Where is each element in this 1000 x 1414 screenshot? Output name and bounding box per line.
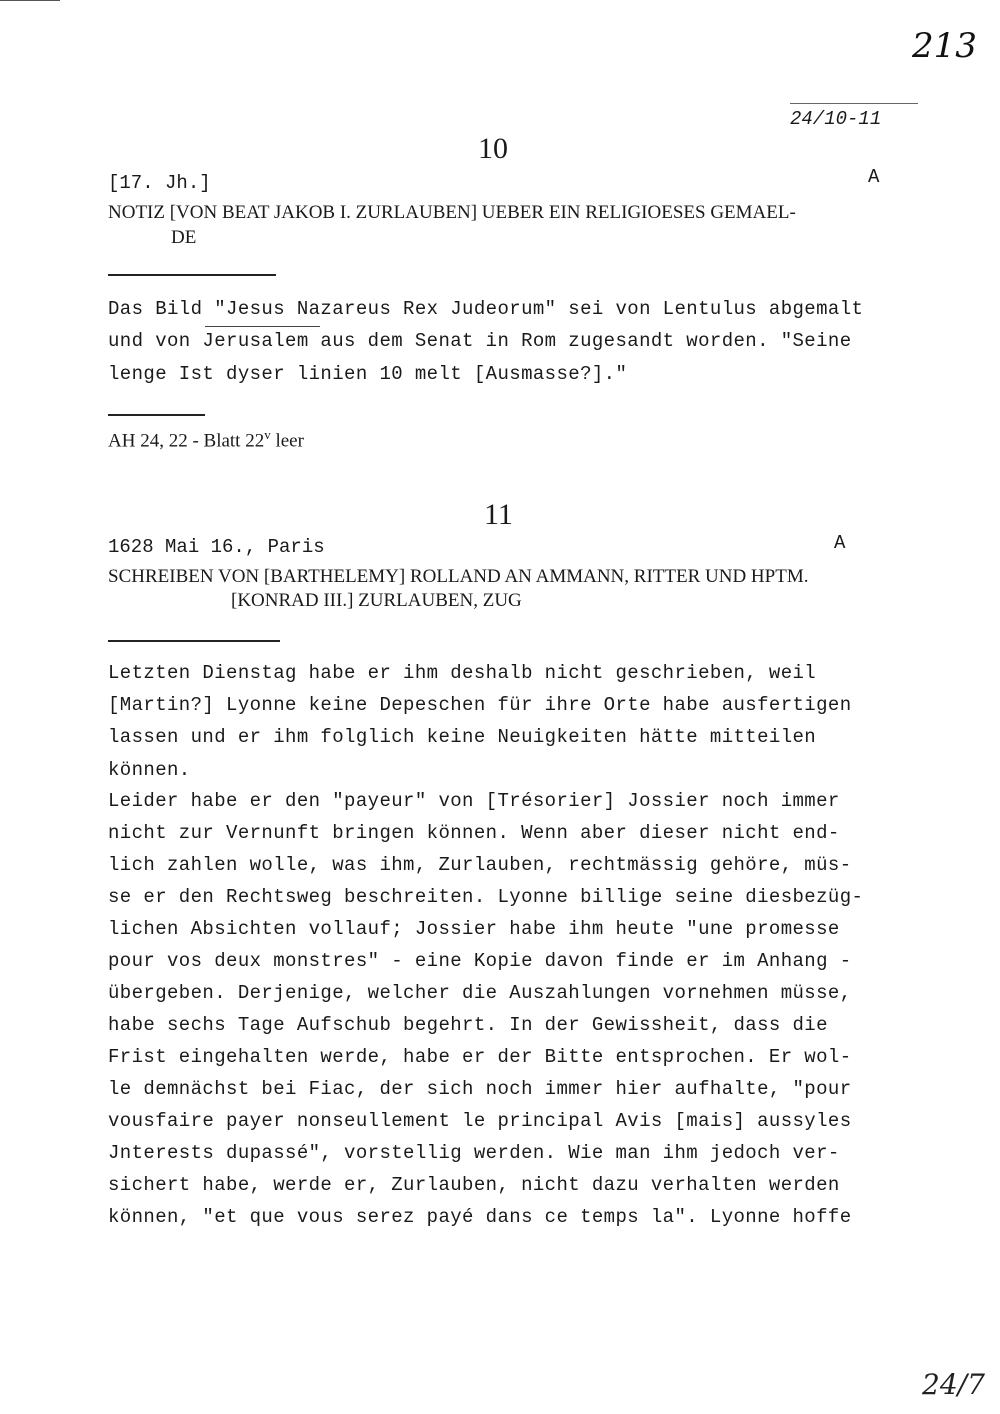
scan-edge-mark (0, 0, 60, 5)
body-line: Jnterests dupassé", vorstellig werden. Wie man ihm jedoch ver- (108, 1142, 840, 1164)
body-line: pour vos deux monstres" - eine Kopie davon finde er im Anhang - (108, 950, 852, 972)
body-line: sichert habe, werde er, Zurlauben, nicht dazu verhalten werden (108, 1174, 840, 1196)
entry-title-line: DE (171, 227, 197, 248)
body-line: se er den Rechtsweg beschreiten. Lyonne billige seine diesbezüg- (108, 886, 864, 908)
body-line: le demnächst bei Fiac, der sich noch immer hier aufhalte, "pour (108, 1078, 852, 1100)
entry-title-line: [KONRAD III.] ZURLAUBEN, ZUG (231, 590, 522, 611)
reference-code: 24/10-11 (790, 108, 882, 130)
entry-type: A (868, 166, 880, 188)
entry-title-line: NOTIZ [VON BEAT JAKOB I. ZURLAUBEN] UEBER EIN RELIGIOESES GEMAEL- (108, 202, 796, 223)
body-line: Letzten Dienstag habe er ihm deshalb nicht geschrieben, weil (108, 662, 817, 684)
body-line: übergeben. Derjenige, welcher die Auszahlungen vornehmen müsse, (108, 982, 852, 1004)
handwritten-footer-number: 24/7 (922, 1368, 985, 1401)
body-line: nicht zur Vernunft bringen können. Wenn aber dieser nicht end- (108, 822, 840, 844)
entry-number: 10 (478, 132, 508, 165)
entry-type: A (834, 532, 846, 554)
body-line: lenge Ist dyser linien 10 melt [Ausmasse?]." (108, 363, 628, 385)
body-line: Leider habe er den "payeur" von [Trésorier] Jossier noch immer (108, 790, 840, 812)
body-line: Frist eingehalten werde, habe er der Bitte entsprochen. Er wol- (108, 1046, 852, 1068)
body-line: lassen und er ihm folglich keine Neuigkeiten hätte mitteilen (108, 726, 817, 748)
body-line: können. (108, 759, 191, 781)
body-line: können, "et que vous serez payé dans ce temps la". Lyonne hoffe (108, 1206, 852, 1228)
body-line: lich zahlen wolle, was ihm, Zurlauben, rechtmässig gehöre, müs- (108, 854, 852, 876)
entry-date: [17. Jh.] (108, 172, 211, 194)
source-separator (108, 414, 205, 416)
entry-number: 11 (484, 498, 513, 531)
reference-rule (790, 103, 918, 104)
handwritten-page-number: 213 (912, 26, 977, 66)
body-line: lichen Absichten vollauf; Jossier habe ihm heute "une promesse (108, 918, 840, 940)
source-superscript: v (264, 427, 271, 442)
entry-separator (108, 640, 280, 642)
source-suffix: leer (270, 430, 304, 452)
body-line: [Martin?] Lyonne keine Depeschen für ihre Orte habe ausfertigen (108, 694, 852, 716)
body-line: und von Jerusalem aus dem Senat in Rom zugesandt worden. "Seine (108, 330, 852, 352)
source-prefix: AH 24, 22 - Blatt 22 (108, 430, 265, 452)
body-line: habe sechs Tage Aufschub begehrt. In der Gewissheit, dass die (108, 1014, 828, 1036)
underline-mark (205, 326, 320, 327)
entry-date: 1628 Mai 16., Paris (108, 536, 325, 558)
source-reference (108, 427, 304, 452)
body-line: Das Bild "Jesus Nazareus Rex Judeorum" sei von Lentulus abgemalt (108, 298, 864, 320)
entry-separator (108, 274, 276, 276)
entry-title-line: SCHREIBEN VON [BARTHELEMY] ROLLAND AN AMMANN, RITTER UND HPTM. (108, 566, 809, 587)
body-line: vousfaire payer nonseullement le principal Avis [mais] aussyles (108, 1110, 852, 1132)
